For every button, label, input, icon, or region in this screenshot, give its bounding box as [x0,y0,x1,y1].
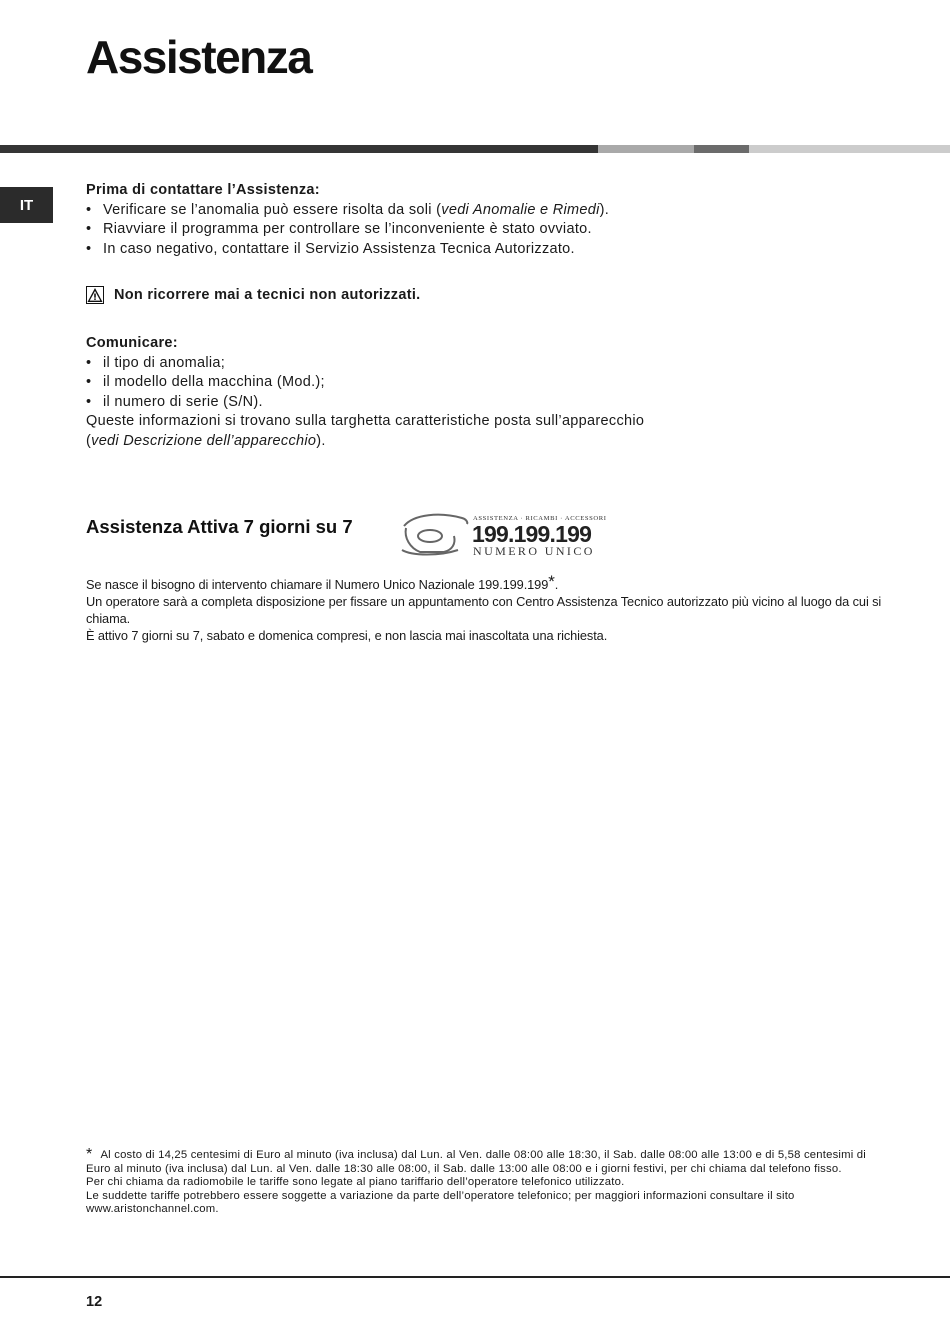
item-link-ref: vedi Anomalie e Rimedi [441,201,600,218]
warning-note [86,286,421,304]
before-contact-section [86,181,886,259]
paragraph-text: Se nasce il bisogno di intervento chiamare il Numero Unico Nazionale 199.199.199 [86,577,549,592]
header-band-pale [749,145,950,153]
footnote-text: Al costo di 14,25 centesimi di Euro al minuto (iva inclusa) dal Lun. al Ven. dalle 08:00 alle 18:30, il Sab. dalle 08:00 alle 13:00 e di 5,58 centesimi di Euro al minuto (iva inclusa) dal Lun. al Ven. dalle 18:30 alle 08:00, il Sab. dalle 13:00 alle 08:00 e i giorni festivi, per chi chiama dal telefono fisso. [86,1149,866,1175]
page-title: Assistenza [86,31,312,83]
communicate-heading: Comunicare: [86,335,178,351]
list-item: • Riavviare il programma per controllare se l’inconveniente è stato ovviato. [86,220,886,240]
footnote-star: * [86,1146,93,1163]
info-ref-open: ( [86,432,92,449]
paragraph: Un operatore sarà a completa disposizione per fissare un appuntamento con Centro Assistenza Tecnico autorizzato più vicino al luogo da cui si chiama. [86,594,882,626]
paragraph [86,572,886,593]
info-ref-italic: vedi Descrizione dell’apparecchio [91,432,317,449]
footnote [86,1148,876,1217]
warning-triangle-icon [86,286,104,304]
logo-number: 199.199.199 [472,521,592,547]
list-item: • il tipo di anomalia; [86,354,886,374]
communicate-list [86,354,886,413]
before-contact-heading: Prima di contattare l’Assistenza: [86,182,320,198]
header-band-mid [694,145,749,153]
info-line: Queste informazioni si trovano sulla targhetta caratteristiche posta sull’apparecchio [86,413,645,429]
section-title: Assistenza Attiva 7 giorni su 7 [86,516,353,537]
item-text-end: ). [599,201,610,218]
footnote-line: Per chi chiama da radiomobile le tariffe sono legate al piano tariffario dell’operatore telefonico utilizzato. [86,1176,625,1189]
item-text: Verificare se l’anomalia può essere risolta da soli ( [103,201,442,218]
numero-unico-logo [400,512,615,558]
info-ref [86,432,886,452]
logo-top-text: ASSISTENZA · RICAMBI · ACCESSORI [473,515,607,522]
language-tab: IT [0,187,53,223]
list-item: • il numero di serie (S/N). [86,393,886,413]
telephone-icon [402,515,467,555]
paragraph: È attivo 7 giorni su 7, sabato e domenica compresi, e non lascia mai inascoltata una richiesta. [86,628,608,643]
list-item: • il modello della macchina (Mod.); [86,373,886,393]
footnote-line [86,1148,876,1176]
list-item: • In caso negativo, contattare il Servizio Assistenza Tecnica Autorizzato. [86,240,886,260]
communicate-section [86,334,886,451]
info-ref-close: ). [316,432,326,449]
active-description [86,572,886,644]
list-item [86,201,886,221]
page-number: 12 [86,1294,103,1310]
asterisk: * [548,572,555,591]
header-band-light [598,145,694,153]
footnote-line: Le suddette tariffe potrebbero essere soggette a variazione da parte dell’operatore telefonico; per maggiori informazioni consultare il sito www.aristonchannel.com. [86,1189,795,1216]
before-contact-list [86,201,886,260]
paragraph-end: . [554,577,559,592]
header-band-dark [0,145,598,153]
footer-rule [0,1276,950,1278]
logo-bottom-text: NUMERO UNICO [473,544,595,558]
warning-text: Non ricorrere mai a tecnici non autorizzati. [114,287,421,303]
